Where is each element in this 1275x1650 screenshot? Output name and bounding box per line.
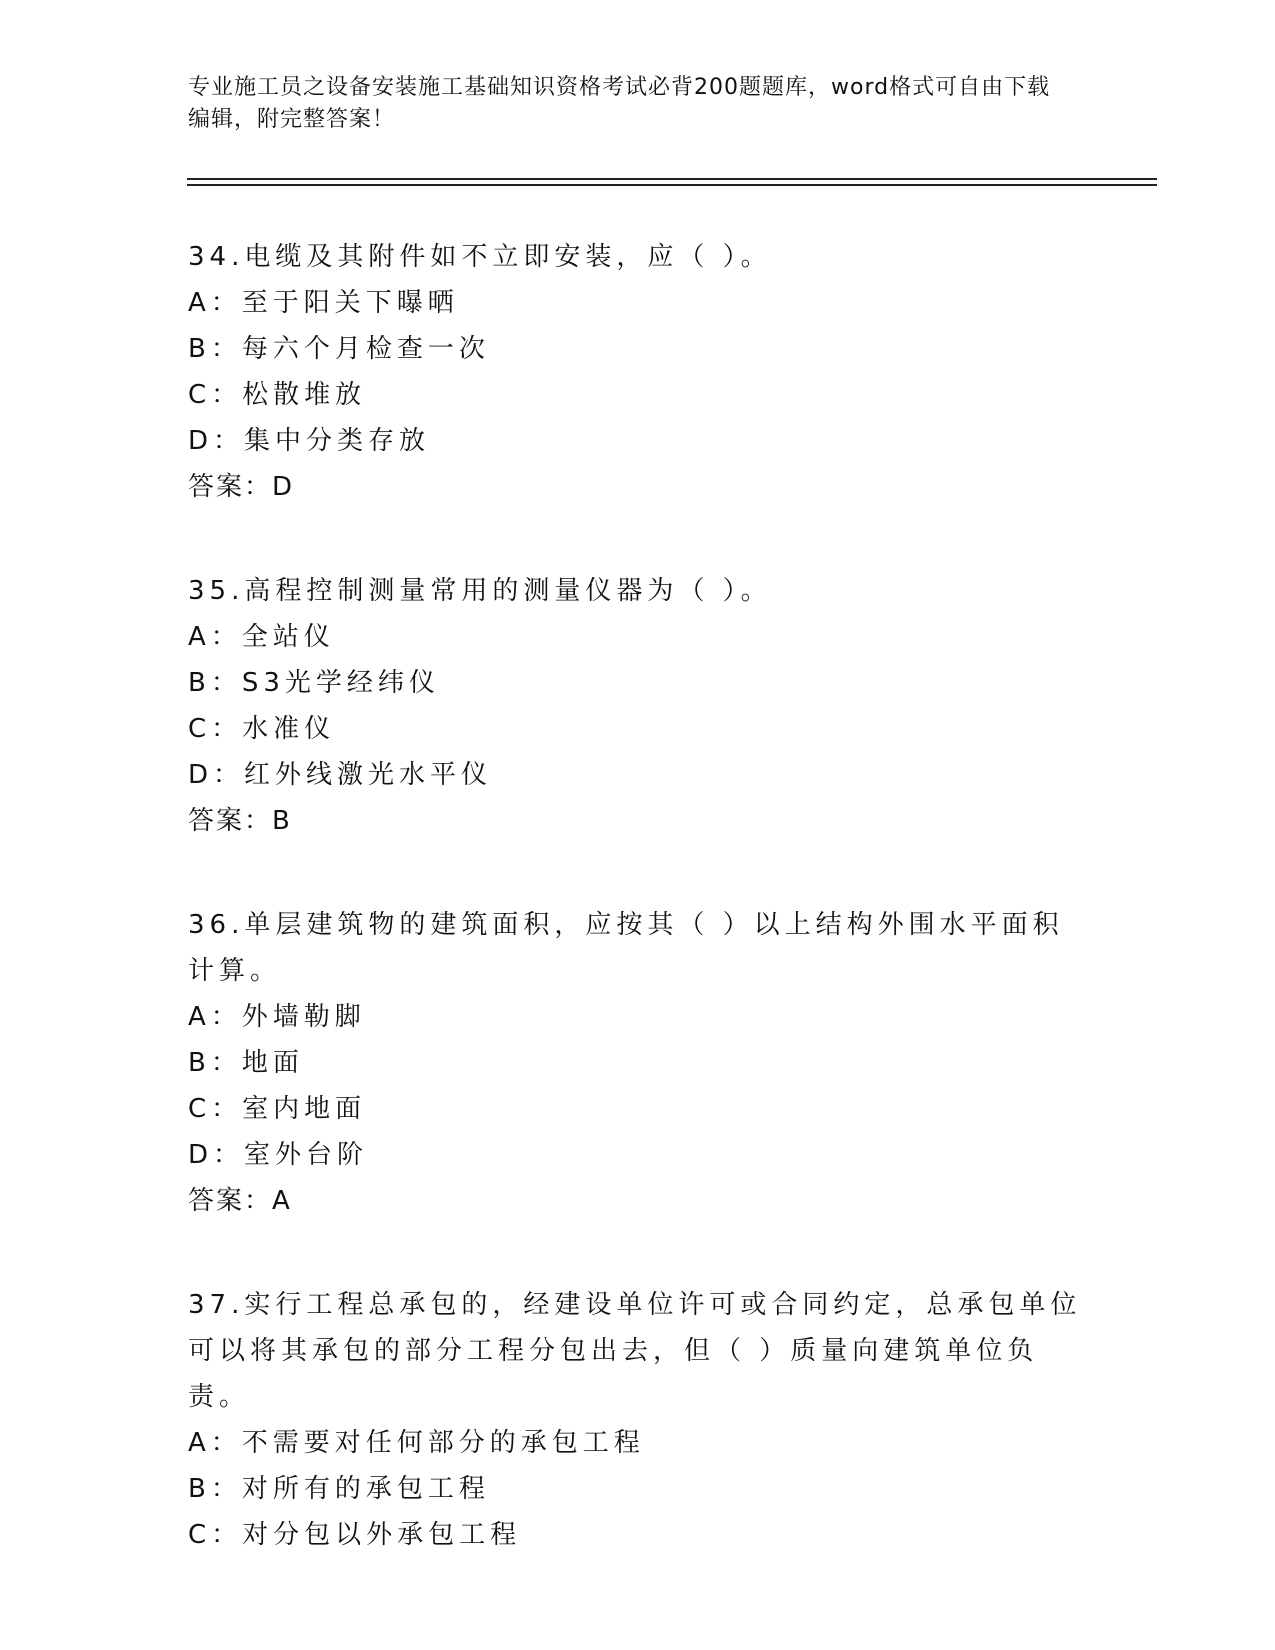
question-stem: 36.单层建筑物的建筑面积，应按其（ ）以上结构外围水平面积计算。 — [188, 910, 1064, 986]
option-c: C：松散堆放 — [188, 380, 367, 410]
document-header — [188, 72, 1068, 136]
option-b: B：对所有的承包工程 — [188, 1474, 490, 1504]
question-stem: 37.实行工程总承包的，经建设单位许可或合同约定，总承包单位可以将其承包的部分工程分包出去，但（ ）质量向建筑单位负责。 — [188, 1290, 1082, 1412]
answer: 答案：A — [188, 1186, 292, 1216]
question-36 — [188, 902, 1088, 1224]
option-c: C：对分包以外承包工程 — [188, 1520, 522, 1550]
option-a: A：全站仪 — [188, 622, 335, 652]
option-d: D：室外台阶 — [188, 1140, 369, 1170]
option-a: A：不需要对任何部分的承包工程 — [188, 1428, 645, 1458]
option-a: A：至于阳关下曝晒 — [188, 288, 459, 318]
option-b: B：每六个月检查一次 — [188, 334, 490, 364]
question-list — [188, 234, 1088, 1616]
question-34 — [188, 234, 1088, 510]
question-35 — [188, 568, 1088, 844]
question-stem: 34.电缆及其附件如不立即安装，应（ ）。 — [188, 242, 772, 272]
question-37 — [188, 1282, 1088, 1558]
option-c: C：水准仪 — [188, 714, 336, 744]
header-rule-top — [187, 178, 1157, 180]
option-a: A：外墙勒脚 — [188, 1002, 366, 1032]
option-c: C：室内地面 — [188, 1094, 367, 1124]
answer: 答案：B — [188, 806, 292, 836]
option-b: B：S3光学经纬仪 — [188, 668, 440, 698]
answer: 答案：D — [188, 472, 295, 502]
option-d: D：红外线激光水平仪 — [188, 760, 493, 790]
option-b: B：地面 — [188, 1048, 304, 1078]
header-rule-bottom — [187, 184, 1157, 186]
document-title: 专业施工员之设备安装施工基础知识资格考试必背200题题库，word格式可自由下载编辑，附完整答案！ — [188, 75, 1051, 132]
question-stem: 35.高程控制测量常用的测量仪器为（ ）。 — [188, 576, 772, 606]
option-d: D：集中分类存放 — [188, 426, 431, 456]
